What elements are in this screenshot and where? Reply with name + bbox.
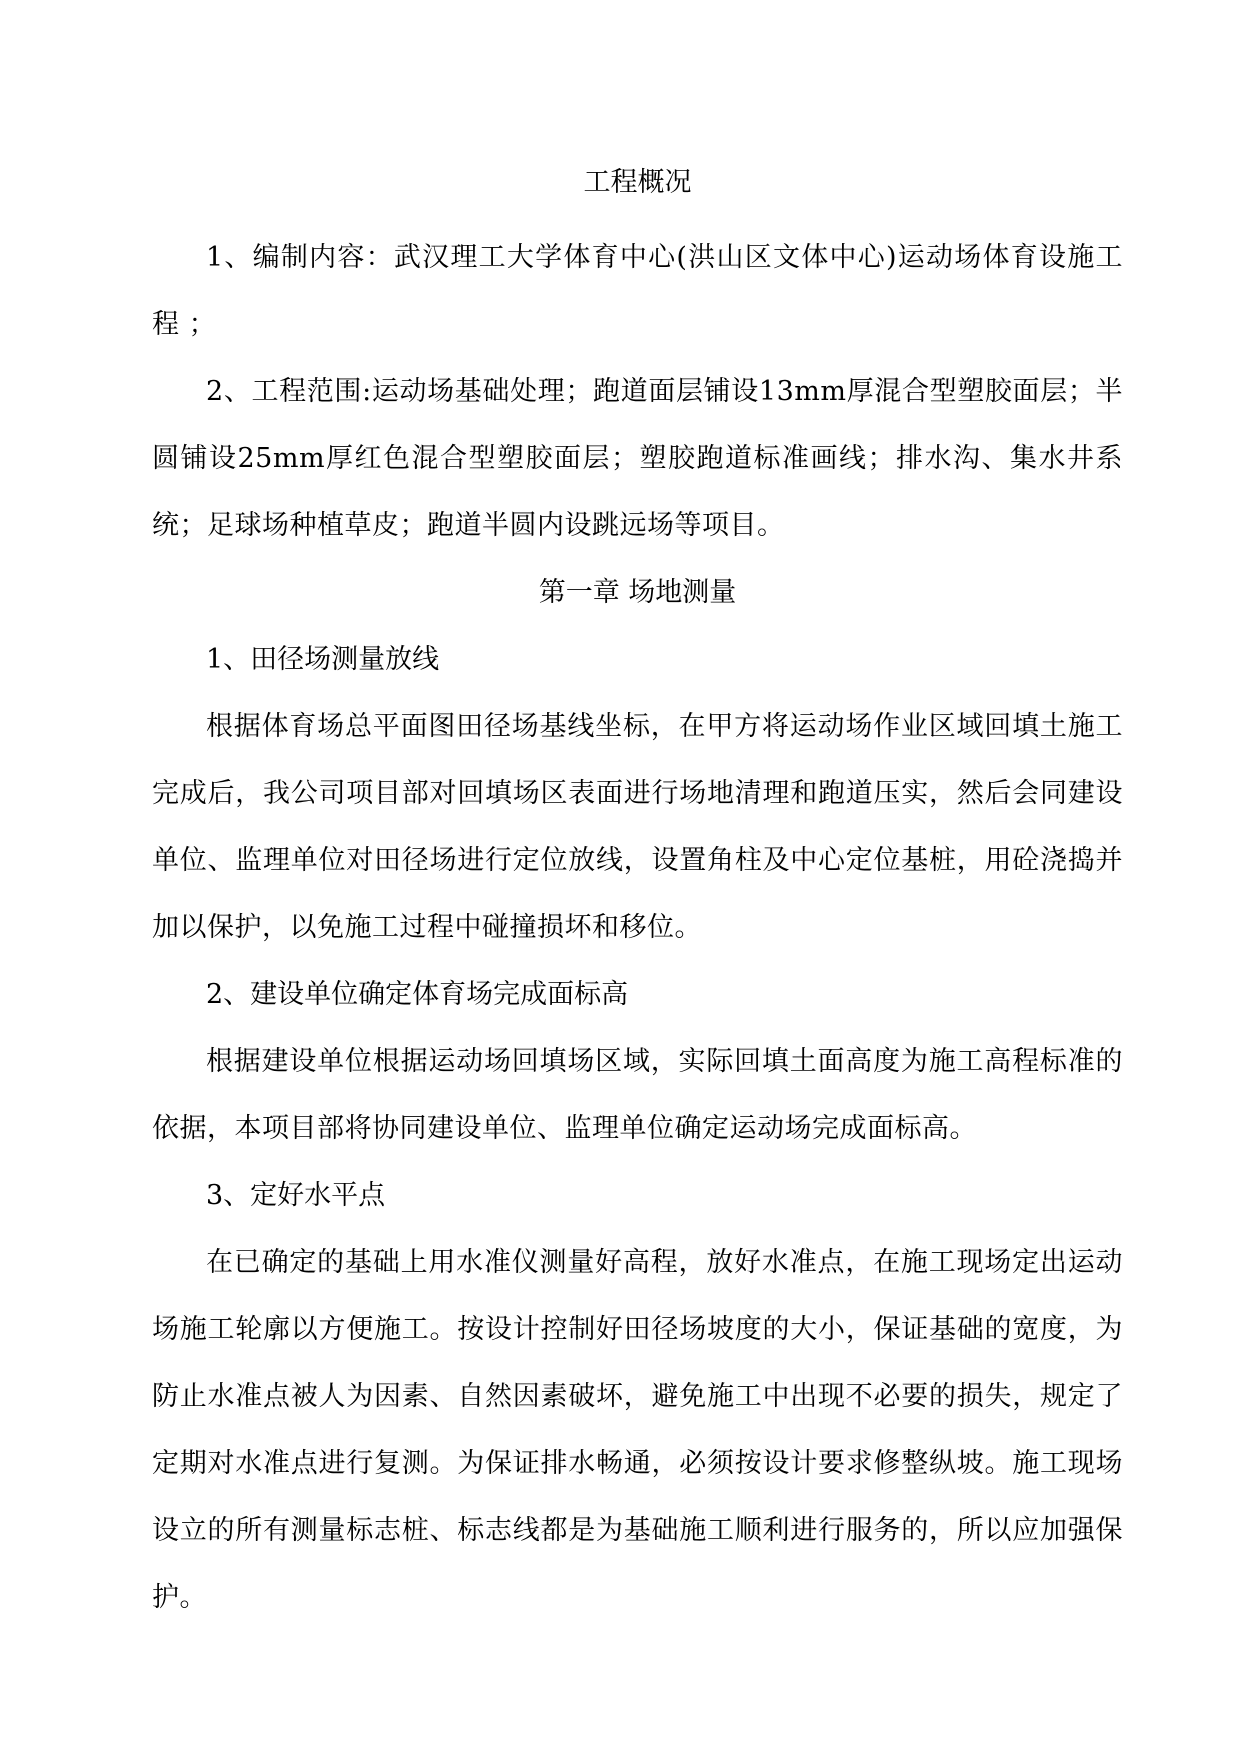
chapter-title: 第一章 场地测量 bbox=[538, 577, 737, 608]
section-body-1: 根据体育场总平面图田径场基线坐标，在甲方将运动场作业区域回填土施工完成后，我公司项目部对回填场区表面进行场地清理和跑道压实，然后会同建设单位、监理单位对田径场进行定位放线，设置角柱及中心定位基桩，用砼浇捣并加以保护，以免施工过程中碰撞损坏和移位。 bbox=[152, 711, 1123, 943]
section-heading-1: 1、田径场测量放线 bbox=[206, 644, 440, 675]
paragraph-scope-content: 1、编制内容：武汉理工大学体育中心(洪山区文体中心)运动场体育设施工程 ； bbox=[152, 242, 1123, 340]
document-title: 工程概况 bbox=[583, 167, 692, 198]
section-heading-3: 3、定好水平点 bbox=[206, 1180, 386, 1211]
document-body bbox=[152, 158, 1123, 1631]
section-body-3: 在已确定的基础上用水准仪测量好高程，放好水准点，在施工现场定出运动场施工轮廓以方便施工。按设计控制好田径场坡度的大小，保证基础的宽度，为防止水准点被人为因素、自然因素破坏，避免施工中出现不必要的损失，规定了定期对水准点进行复测。为保证排水畅通，必须按设计要求修整纵坡。施工现场设立的所有测量标志桩、标志线都是为基础施工顺利进行服务的，所以应加强保护。 bbox=[152, 1247, 1123, 1613]
paragraph-scope-range: 2、工程范围:运动场基础处理；跑道面层铺设13mm厚混合型塑胶面层；半圆铺设25mm厚红色混合型塑胶面层；塑胶跑道标准画线；排水沟、集水井系统；足球场种植草皮；跑道半圆内设跳远场等项目。 bbox=[152, 376, 1123, 541]
section-body-2: 根据建设单位根据运动场回填场区域，实际回填土面高度为施工高程标准的依据，本项目部将协同建设单位、监理单位确定运动场完成面标高。 bbox=[152, 1046, 1123, 1144]
section-heading-2: 2、建设单位确定体育场完成面标高 bbox=[206, 979, 629, 1010]
